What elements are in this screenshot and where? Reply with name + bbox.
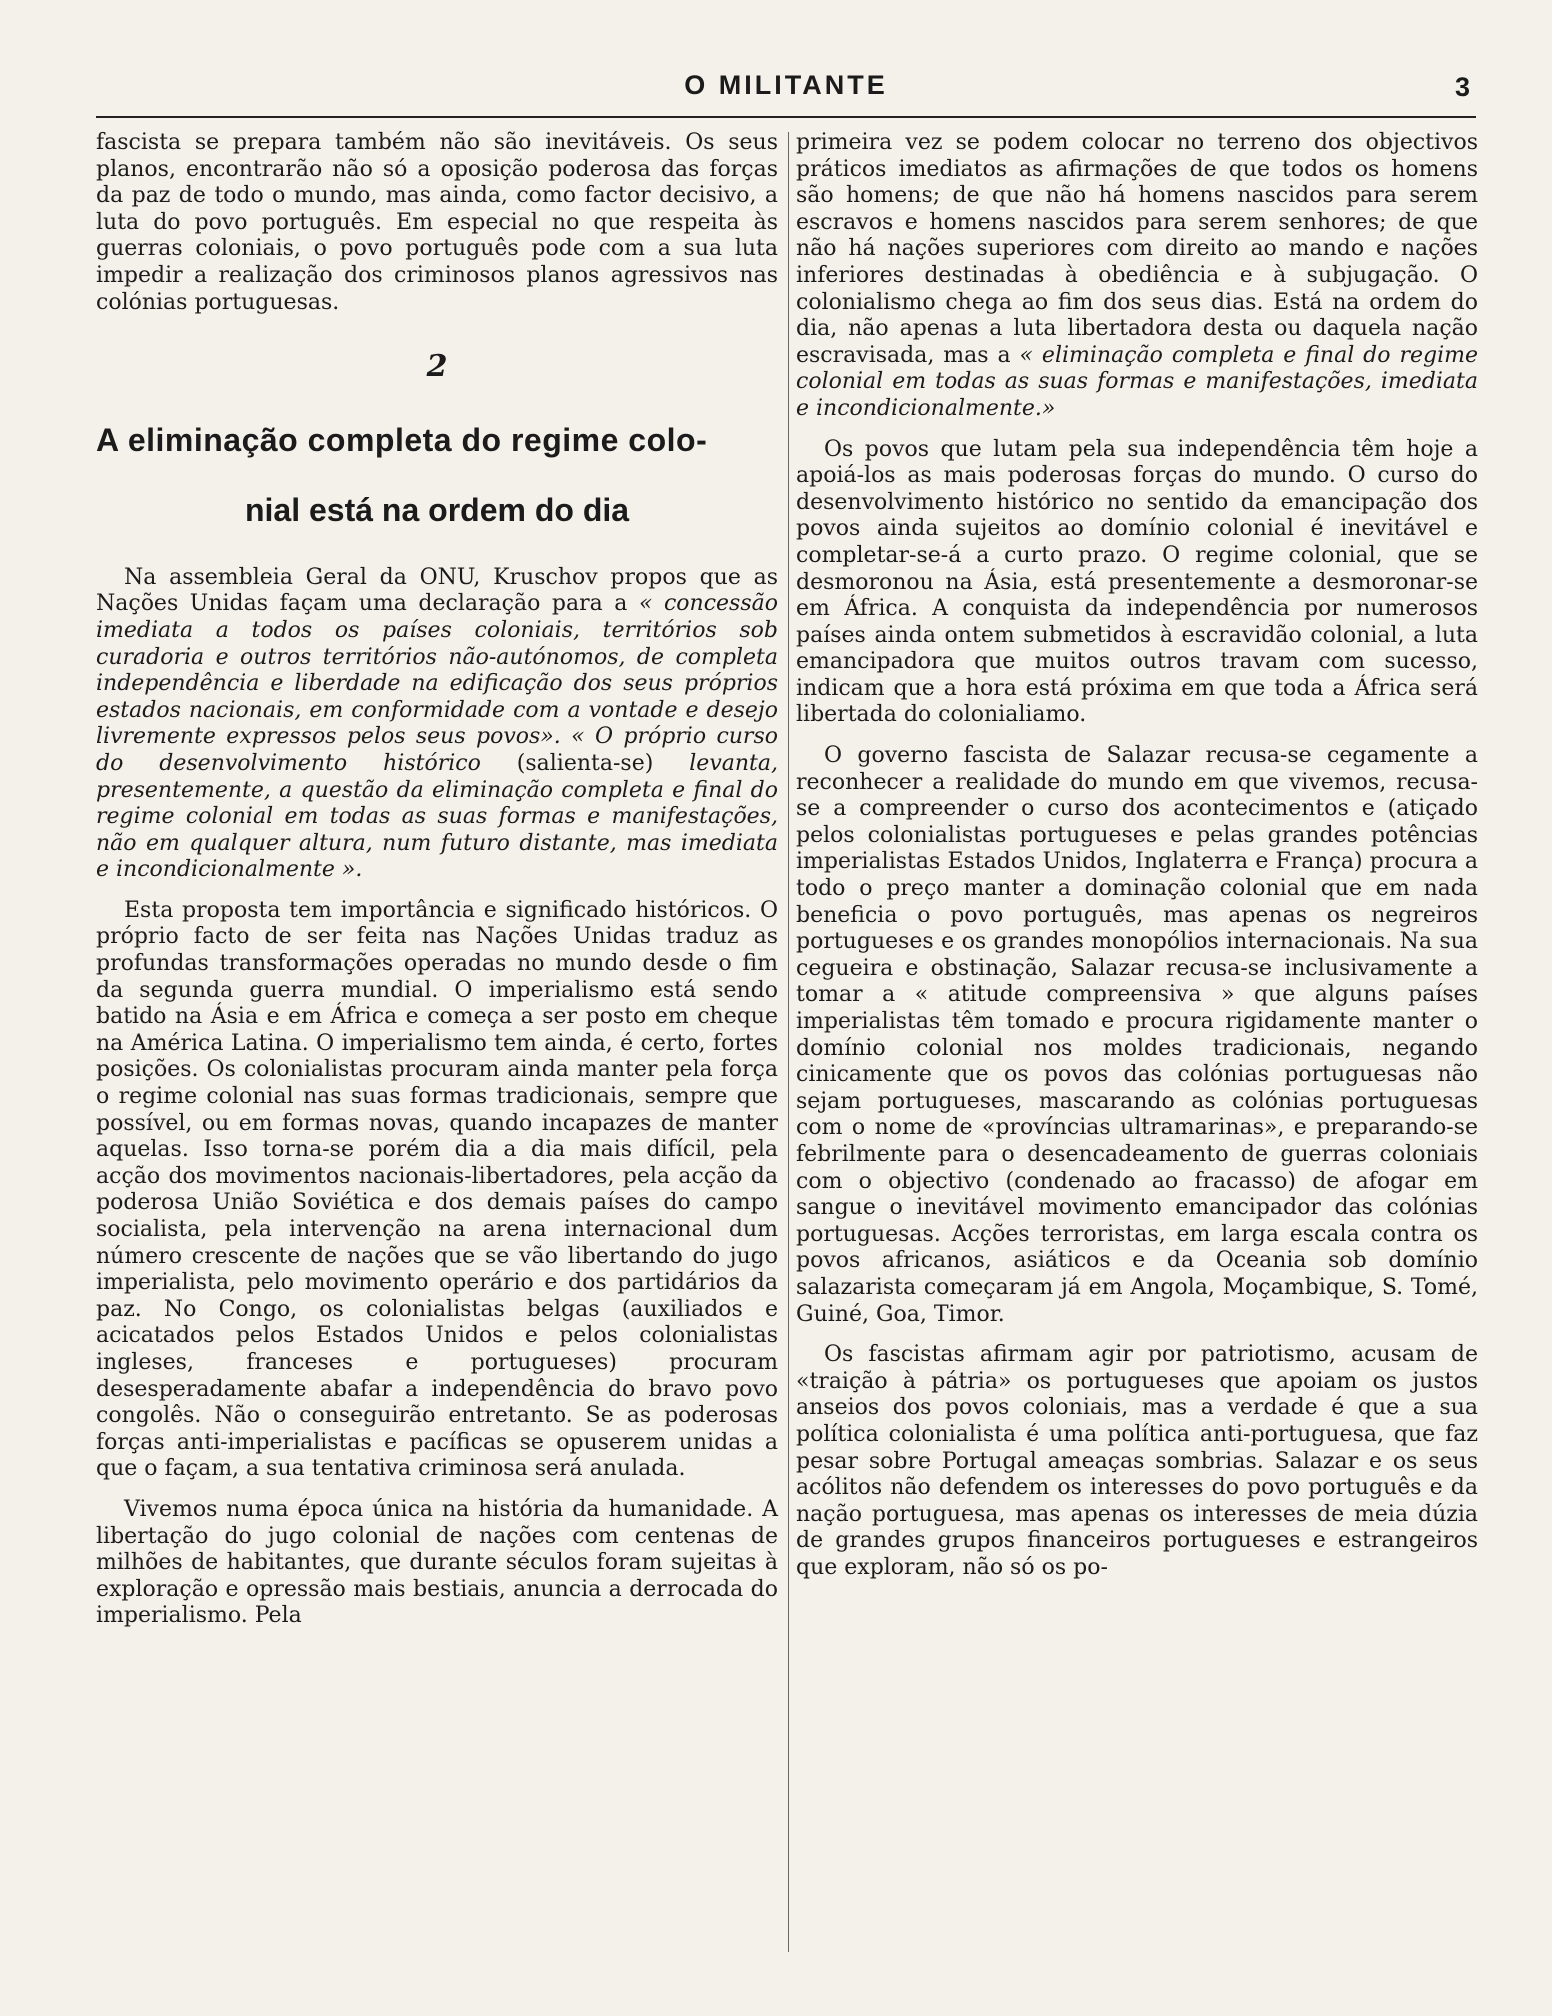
article-headline	[96, 405, 778, 545]
headline-line-1: A eliminação completa do regime colo-	[96, 421, 708, 458]
p2-aside: (salienta-se)	[480, 750, 690, 776]
right-paragraph-2: Os povos que lutam pela sua independência têm hoje a apoiá-los as mais poderosas forças do mundo. O curso do desenvolvimento histórico no sentido da emancipação dos povos ainda sujeitos ao domínio colonial é inevitável e completar-se-á a curto prazo. O regime colonial, que se desmoronou na Ásia, está presentemente a desmoronar-se em África. A conquista da independência por numerosos países ainda ontem submetidos à escravidão colonial, a luta emancipadora que muitos outros travam com sucesso, indicam que a hora está próxima em que toda a África será libertada do colonialiamo.	[796, 436, 1478, 728]
page-number: 3	[1454, 72, 1470, 102]
left-paragraph-1: fascista se prepara também não são inevitáveis. Os seus planos, encontrarão não só a oposição poderosa das forças da paz de todo o mundo, mas ainda, como factor decisivo, a luta do povo português. Em especial no que respeita às guerras coloniais, o povo português pode com a sua luta impedir a realização dos criminosos planos agressivos nas colónias portuguesas.	[96, 130, 778, 315]
right-paragraph-1	[796, 130, 1478, 423]
left-paragraph-3: Esta proposta tem importância e significado históricos. O próprio facto de ser feita nas Nações Unidas traduz as profundas transformações operadas no mundo desde o fim da segunda guerra mundial. O imperialismo está sendo batido na Ásia e em África e começa a ser posto em cheque na América Latina. O imperialismo tem ainda, é certo, fortes posições. Os colonialistas procuram ainda manter pela força o regime colonial nas suas formas tradicionais, sempre que possível, ou em formas novas, quando incapazes de manter aquelas. Isso torna-se porém dia a dia mais difícil, pela acção dos movimentos nacionais-libertadores, pela acção da poderosa União Soviética e dos demais países do campo socialista, pela intervenção na arena internacional dum número crescente de nações que se vão libertando do jugo imperialista, pelo movimento operário e dos partidários da paz. No Congo, os colonialistas belgas (auxiliados e acicatados pelos Estados Unidos e pelos colonialistas ingleses, franceses e portugueses) procuram desesperadamente abafar a independência do bravo povo congolês. Não o conseguirão entretanto. Se as poderosas forças anti-imperialistas e pacíficas se opuserem unidas a que o façam, a sua tentativa criminosa será anulada.	[96, 897, 778, 1482]
r1-text: primeira vez se podem colocar no terreno dos objectivos práticos imediatos as afirmações de que todos os homens são homens; de que não há homens nascidos para serem escravos e homens nascidos para serem senhores; de que não há nações superiores com direito ao mando e nações inferiores destinadas à obediência e à subjugação. O colonialismo chega ao fim dos seus dias. Está na ordem do dia, não apenas a luta libertadora desta ou daquela nação escravisada, mas a	[796, 130, 1478, 368]
page-header	[96, 64, 1476, 118]
p2-quote-2a: « O próprio curso do desenvolvimento histórico	[96, 724, 778, 776]
left-paragraph-2	[96, 565, 778, 884]
section-number: 2	[426, 349, 448, 385]
p2-intro: Na assembleia Geral da ONU, Kruschov propos que as Nações Unidas façam uma declaração para a	[96, 564, 778, 617]
column-divider	[788, 132, 789, 1952]
right-column	[796, 130, 1478, 1595]
p2-quote-1: « concessão imediata a todos os países coloniais, territórios sob curadoria e outros territórios não-autónomos, de completa independência e liberdade na edificação dos seus próprios estados nacionais, em conformidade com a vontade e desejo livremente expressos pelos seus povos».	[96, 591, 778, 750]
right-paragraph-3: O governo fascista de Salazar recusa-se cegamente a reconhecer a realidade do mundo em que vivemos, recusa-se a compreender o curso dos acontecimentos e (atiçado pelos colonialistas portugueses e pelas grandes potências imperialistas Estados Unidos, Inglaterra e França) procura a todo o preço manter a dominação colonial que em nada beneficia o povo português, mas apenas os negreiros portugueses e os grandes monopólios internacionais. Na sua cegueira e obstinação, Salazar recusa-se inclusivamente a tomar a « atitude compreensiva » que alguns países imperialistas têm tomado e procura rigidamente manter o domínio colonial nos moldes tradicionais, negando cinicamente que os povos das colónias portuguesas não sejam portugueses, mascarando as colónias portuguesas com o nome de «províncias ultramarinas», e preparando-se febrilmente para o desencadeamento de guerras coloniais com o objectivo (condenado ao fracasso) de afogar em sangue o inevitável movimento emancipador das colónias portuguesas. Acções terroristas, em larga escala contra os povos africanos, asiáticos e da Oceania sob domínio salazarista começaram já em Angola, Moçambique, S. Tomé, Guiné, Goa, Timor.	[796, 743, 1478, 1327]
right-paragraph-4: Os fascistas afirmam agir por patriotismo, acusam de «traição à pátria» os portugueses que apoiam os justos anseios dos povos coloniais, mas a verdade é que a sua política colonialista é uma política anti-portuguesa, que faz pesar sobre Portugal ameaças sombrias. Salazar e os seus acólitos não defendem os interesses do povo português e da nação portuguesa, mas apenas os interesses de meia dúzia de grandes grupos financeiros portugueses e estrangeiros que exploram, não só os po-	[796, 1342, 1478, 1580]
headline-line-2: nial está na ordem do dia	[244, 491, 630, 528]
left-column	[96, 130, 778, 1644]
p2-quote-2b: levanta, presentemente, a questão da eliminação completa e final do regime colonial em todas as suas formas e manifestações, não em qualquer altura, num futuro distante, mas imediata e incondicionalmente ».	[96, 750, 778, 883]
left-paragraph-4: Vivemos numa época única na história da humanidade. A libertação do jugo colonial de nações com centenas de milhões de habitantes, que durante séculos foram sujeitas à exploração e opressão mais bestiais, anuncia a derrocada do imperialismo. Pela	[96, 1496, 778, 1629]
masthead-title: O MILITANTE	[684, 70, 888, 100]
r1-quote: « eliminação completa e final do regime colonial em todas as suas formas e manifestações, imediata e incondicionalmente.»	[796, 342, 1478, 421]
